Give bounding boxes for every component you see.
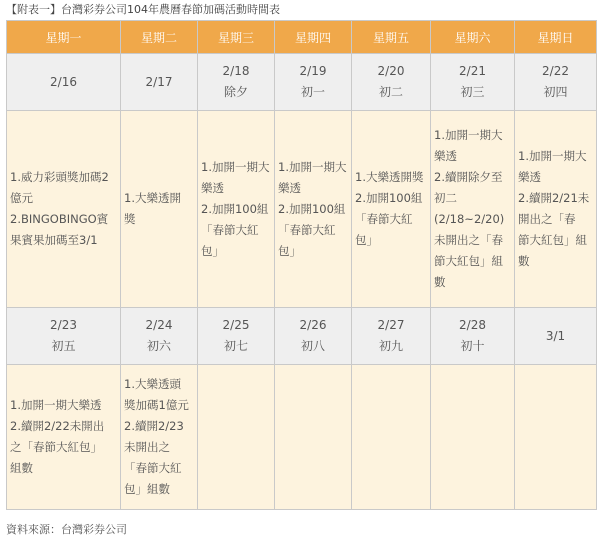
promotion-text-line: 之「春節大紅包」 bbox=[10, 440, 102, 454]
promotion-text-line: 包」組數 bbox=[124, 482, 170, 496]
promotion-text-line: 樂透 bbox=[518, 170, 541, 184]
lunar-date-label: 初九 bbox=[378, 339, 403, 353]
date-cell bbox=[352, 54, 431, 111]
date-cell bbox=[7, 308, 121, 365]
week2-content-row bbox=[7, 365, 597, 510]
promotion-cell bbox=[515, 365, 597, 510]
promotion-text-line: 1.威力彩頭獎加碼2 bbox=[10, 170, 109, 184]
promotion-cell bbox=[431, 111, 515, 308]
date-cell bbox=[275, 308, 352, 365]
week1-content-row bbox=[7, 111, 597, 308]
promotion-text-line: 2.續開2/21未 bbox=[518, 191, 590, 205]
promotion-text-line: 2.續開2/22未開出 bbox=[10, 419, 105, 433]
promotion-text-line: 未開出之 bbox=[124, 440, 170, 454]
promotion-text-line: 2.BINGOBINGO賓 bbox=[10, 212, 109, 226]
promotion-cell bbox=[121, 111, 198, 308]
promotion-text-line: 「春節大紅 bbox=[278, 222, 336, 237]
promotion-text-line: 1.加開一期大 bbox=[201, 159, 270, 174]
promotion-text-line: 1.大樂透開獎 bbox=[355, 170, 424, 184]
lunar-date-label: 初八 bbox=[300, 339, 325, 353]
weekday-header-fri: 星期五 bbox=[352, 21, 431, 54]
lunar-date-label: 初四 bbox=[543, 85, 568, 99]
promotion-text-line: 2.加開100組 bbox=[355, 191, 423, 205]
weekday-header-sun: 星期日 bbox=[515, 21, 597, 54]
weekday-header-wed: 星期三 bbox=[198, 21, 275, 54]
lunar-date-label: 初一 bbox=[300, 85, 325, 99]
date-cell bbox=[7, 54, 121, 111]
promotion-text-line: 節大紅包」組 bbox=[434, 254, 503, 268]
promotion-cell bbox=[198, 365, 275, 510]
date-label: 2/25 bbox=[222, 318, 250, 332]
lunar-date-label: 初五 bbox=[51, 339, 76, 353]
promotion-cell bbox=[121, 365, 198, 510]
lunar-date-label: 除夕 bbox=[223, 85, 248, 99]
week2-date-row bbox=[7, 308, 597, 365]
date-cell bbox=[515, 308, 597, 365]
date-cell bbox=[431, 308, 515, 365]
promotion-schedule-table bbox=[6, 20, 597, 510]
promotion-text-line: 2.續開除夕至 bbox=[434, 170, 503, 184]
week1-date-row bbox=[7, 54, 597, 111]
promotion-text-line: 包」 bbox=[355, 233, 378, 247]
promotion-text-line: (2/18~2/20) bbox=[434, 212, 505, 226]
promotion-text-line: 未開出之「春 bbox=[434, 233, 503, 247]
date-cell bbox=[352, 308, 431, 365]
weekday-header-thu: 星期四 bbox=[275, 21, 352, 54]
promotion-text-line: 1.大樂透開 bbox=[124, 191, 181, 205]
weekday-header-row bbox=[7, 21, 597, 54]
promotion-cell bbox=[431, 365, 515, 510]
promotion-text-line: 節大紅包」組數 bbox=[518, 233, 587, 268]
date-label: 2/23 bbox=[50, 318, 77, 332]
promotion-cell bbox=[7, 111, 121, 308]
promotion-text-line: 1.加開一期大 bbox=[518, 149, 587, 163]
promotion-text-line: 獎 bbox=[124, 212, 136, 226]
promotion-cell bbox=[275, 365, 352, 510]
promotion-text-line: 初二 bbox=[434, 191, 457, 205]
promotion-text-line: 1.加開一期大樂透 bbox=[10, 398, 102, 412]
promotion-text-line: 樂透 bbox=[278, 180, 301, 195]
date-cell bbox=[121, 308, 198, 365]
promotion-text-line: 包」 bbox=[201, 243, 224, 258]
weekday-header-mon: 星期一 bbox=[7, 21, 121, 54]
lunar-date-label: 初七 bbox=[223, 339, 248, 353]
date-cell bbox=[431, 54, 515, 111]
promotion-text-line: 包」 bbox=[278, 243, 301, 258]
date-label: 2/17 bbox=[145, 74, 173, 89]
date-cell bbox=[198, 54, 275, 111]
promotion-text-line: 1.加開一期大 bbox=[434, 128, 503, 142]
date-cell bbox=[515, 54, 597, 111]
promotion-text-line: 「春節大紅 bbox=[355, 212, 413, 226]
date-label: 2/19 bbox=[299, 64, 327, 78]
date-cell bbox=[198, 308, 275, 365]
promotion-text-line: 2.加開100組 bbox=[201, 201, 269, 216]
promotion-text-line: 1.加開一期大 bbox=[278, 159, 347, 174]
promotion-cell bbox=[275, 111, 352, 308]
date-label: 2/28 bbox=[459, 318, 486, 332]
promotion-text-line: 樂透 bbox=[201, 180, 224, 195]
promotion-cell bbox=[352, 111, 431, 308]
promotion-text-line: 「春節大紅 bbox=[201, 222, 259, 237]
promotion-text-line: 果賓果加碼至3/1 bbox=[10, 233, 98, 247]
date-cell bbox=[275, 54, 352, 111]
weekday-header-sat: 星期六 bbox=[431, 21, 515, 54]
date-label: 2/27 bbox=[377, 318, 405, 332]
promotion-text-line: 1.大樂透頭 bbox=[124, 377, 181, 391]
date-label: 2/22 bbox=[542, 64, 569, 78]
lunar-date-label: 初二 bbox=[378, 85, 403, 99]
promotion-text-line: 數 bbox=[434, 275, 446, 289]
date-label: 2/26 bbox=[299, 318, 327, 332]
date-label: 2/18 bbox=[222, 64, 250, 78]
promotion-cell bbox=[352, 365, 431, 510]
promotion-text-line: 2.加開100組 bbox=[278, 201, 346, 216]
date-label: 2/16 bbox=[50, 74, 77, 89]
promotion-text-line: 樂透 bbox=[434, 149, 457, 163]
promotion-text-line: 「春節大紅 bbox=[124, 461, 182, 475]
date-label: 2/21 bbox=[459, 64, 486, 78]
promotion-text-line: 獎加碼1億元 bbox=[124, 398, 189, 412]
date-label: 2/24 bbox=[145, 318, 173, 332]
promotion-cell bbox=[198, 111, 275, 308]
source-note: 資料來源：台灣彩券公司 bbox=[6, 523, 127, 536]
lunar-date-label: 初六 bbox=[146, 339, 171, 353]
lunar-date-label: 初十 bbox=[460, 339, 485, 353]
date-label: 3/1 bbox=[545, 328, 566, 343]
date-label: 2/20 bbox=[377, 64, 405, 78]
table-caption: 【附表一】台灣彩券公司104年農曆春節加碼活動時間表 bbox=[6, 3, 280, 16]
promotion-text-line: 億元 bbox=[10, 191, 33, 205]
lunar-date-label: 初三 bbox=[460, 85, 485, 99]
promotion-text-line: 開出之「春 bbox=[518, 212, 576, 226]
weekday-header-tue: 星期二 bbox=[121, 21, 198, 54]
promotion-text-line: 2.續開2/23 bbox=[124, 419, 184, 433]
date-cell bbox=[121, 54, 198, 111]
promotion-cell bbox=[7, 365, 121, 510]
promotion-cell bbox=[515, 111, 597, 308]
promotion-text-line: 組數 bbox=[10, 461, 33, 475]
